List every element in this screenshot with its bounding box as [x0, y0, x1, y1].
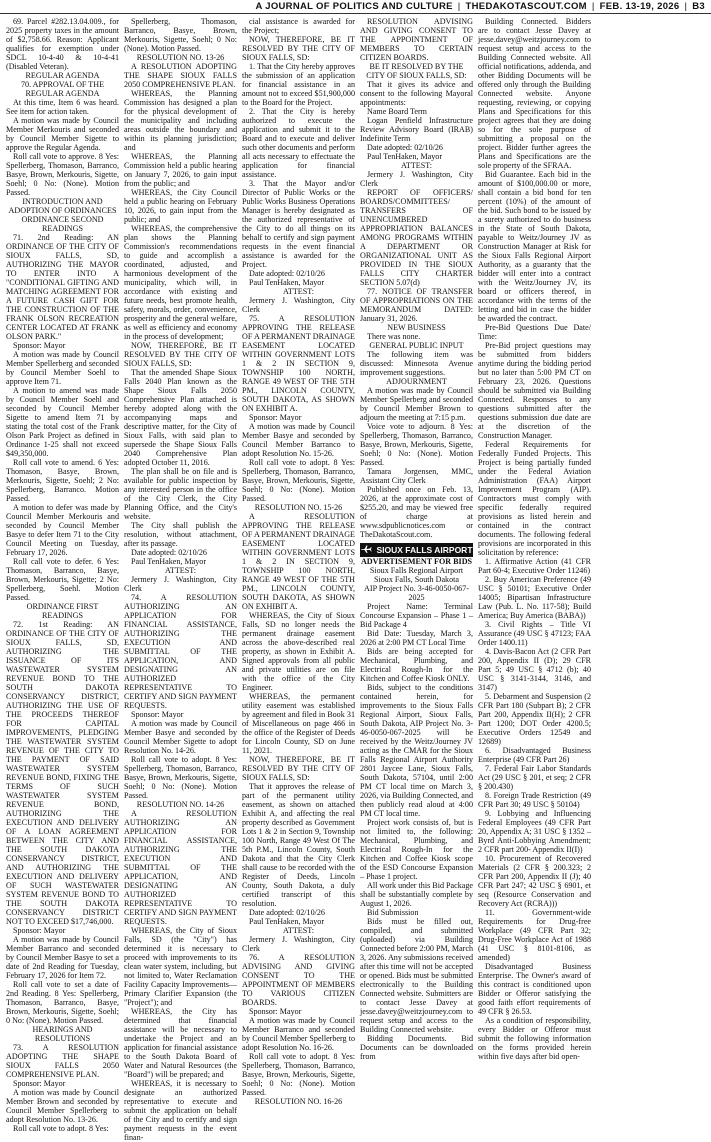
paragraph: Project Name: Terminal Concourse Expansion – Phase 1 – Bid Package 4 — [360, 602, 473, 629]
paragraph: 71. 2nd Reading: AN ORDINANCE OF THE CITY OF SIOUX FALLS, SD, AUTHORIZING THE MAYOR TO ENTER INTO A "CONDITIONAL GIFTING AND MATCHING AGREEMENT FOR A FUTURE CASH GIFT FOR THE CONSTRUCTION OF THE FRANK OLSON RECREATION CENTER LOCATED AT FRANK OLSON PARK." — [6, 233, 119, 341]
paragraph: Date adopted: 02/10/26 — [249, 908, 325, 917]
paragraph: A RESOLUTION AUTHORIZING AN APPLICATION FOR FINANCIAL ASSISTANCE, AUTHORIZING THE EXECUTION AND SUBMITTAL OF THE APPLICATION, AND DESIGNATING AN AUTHORIZED REPRESENTATIVE TO CERTIFY AND SIGN PAYMENT REQUESTS. — [124, 809, 237, 926]
paragraph: A motion was made by Council Member Barranco and seconded by Council Member Spellerberg to adopt Resolution No. 16-26. — [242, 1016, 355, 1052]
paragraph: Sponsor: Mayor — [13, 341, 66, 350]
paragraph: A motion was made by Council Member Barranco and seconded by Council Member Basye to set a date of 2nd Reading for Tuesday, February 17, 2026 for Item 72. — [6, 935, 119, 980]
paragraph: NOW, THEREFORE, BE IT RESOLVED BY THE CITY OF SIOUX FALLS, SD: — [124, 341, 237, 368]
paragraph: A motion was made by Council Member Spellerberg and seconded by Council Member Soehl to approve Item 71. — [6, 350, 119, 386]
paragraph: Pre-Bid project questions may be submitted from bidders anytime during the bidding period but no later than 5:00 PM CT on February 23, 2026. Questions should be submitted via Building Connected. Responses to any questions submitted after the questions submission due date are at the discretion of the Construction Manager. — [478, 341, 591, 440]
paragraph: REGULAR AGENDA — [25, 71, 100, 80]
column-1 — [6, 17, 119, 1133]
paragraph: A motion was made by Council Member Brown and seconded by Council Member Spellerberg to adopt Resolution No. 13-26. — [6, 1088, 119, 1124]
paragraph: All work under this Bid Package shall be substantially complete by August 1, 2026. — [360, 881, 473, 908]
paragraph: Project work consists of, but is not limited to, the following: Mechanical, Plumbing, and Electrical Rough-In for the Kitchen and Coffee Kiosk scope of the ESD Concourse Expansion – Phase 1 project. — [360, 818, 473, 881]
paragraph: Roll call vote to adopt. 8 Yes: Spellerberg, Thomason, Barranco, Basye, Brown, Merkouris, Sigette, Soehl; 0 No: (None). Motion Passed. — [242, 1052, 355, 1097]
paragraph: ADVERTISEMENT FOR BIDS — [360, 557, 473, 566]
paragraph: Sioux Falls, South Dakota — [374, 575, 459, 584]
paragraph: 69. Parcel #282.13.04.009., for 2025 property taxes in the amount of $2,758.66. Reason: Applicant qualifies for exemption under SDCL 10-4-40 & 10-4-41 (Disabled Veteran). — [6, 17, 119, 71]
paragraph: NOW, THEREFORE, BE IT RESOLVED BY THE CITY OF SIOUX FALLS, SD: — [242, 755, 355, 782]
paragraph: Federal Requirements for Federally Funded Projects. This Project is being partially funded under the Federal Aviation Administration (FAA) Airport Improvement Program (AIP). Contractors must comply with specific federally required provisions as listed herein and contained in the contract documents. The following federal provisions are incorporated in this solicitation by reference: — [478, 440, 591, 557]
paragraph: 5. Debarment and Suspension (2 CFR Part 180 (Subpart B); 2 CFR Part 200, Appendix II(H); 2 CFR Part 1200; DOT Order 4200.5; Executive Orders 12549 and 12689) — [478, 692, 591, 746]
paragraph: WHEREAS, the City Council held a public hearing on February 10, 2026, to gain input from the public; and — [124, 188, 237, 224]
column-3 — [242, 17, 355, 1106]
paragraph: GENERAL PUBLIC INPUT — [369, 341, 464, 350]
airport-banner-label: SIOUX FALLS AIRPORT — [376, 544, 473, 555]
paragraph: Pre-Bid Questions Due Date/ Time: — [478, 323, 591, 341]
paragraph: WHEREAS, it is necessary to designate an authorized representative to execute and submit the application on behalf of the City and to certify and sign payment requests in the event finan- — [124, 1079, 237, 1142]
paragraph: NOW, THEREFORE, BE IT RESOLVED BY THE CITY OF SIOUX FALLS, SD: — [242, 35, 355, 62]
paragraph: Tamara Jorgensen, MMC, Assistant City Clerk — [360, 467, 473, 485]
paragraph: At this time, Item 6 was heard. See item for action taken. — [6, 98, 119, 116]
column-4-text — [360, 17, 473, 539]
paragraph: Sponsor: Mayor — [13, 926, 66, 935]
paragraph: Sponsor: Mayor — [249, 1007, 302, 1016]
paragraph: WHEREAS, the City of Sioux Falls, SD no longer needs the permanent drainage easement across the above-described real property, as shown in Exhibit A. Signed approvals from all public and private utilities are on file with the office of the City Engineer. — [242, 611, 355, 692]
paragraph: A motion to amend was made by Council Member Soehl and seconded by Council Member Sigette to amend Item 71 by stating the total cost of the Frank Olson Park Project as defined in Ordinance 1-25 shall not exceed $49,350,000. — [6, 386, 119, 458]
paragraph: Bid Date: Tuesday, March 3, 2026 at 2:00 PM CT Local Time — [360, 629, 473, 647]
airplane-icon — [360, 544, 372, 556]
paragraph: ATTEST: — [282, 926, 315, 935]
paragraph: A motion was made by Council Member Basye and seconded by Council Member Barranco to adopt Resolution No. 15-26. — [242, 422, 355, 458]
paragraph: Bid Guarantee. Each bid in the amount of $100,000.00 or more, shall contain a bid bond for ten percent (10%) of the amount of the bid. Such bond to be issued by a surety authorized to do business in the State of South Dakota, payable to Weitz/Journey JV as Construction Manager at Risk for the Sioux Falls Regional Airport Authority, as a guaranty that the bidder will enter into a contract with the Weitz/Journey JV, its board or officers thereof, in accordance with the terms of the letting and bid in case the bidder be awarded the contract. — [478, 170, 591, 323]
paragraph: 2. That the City is hereby authorized to execute the application and submit it to the Board and to execute and deliver such other documents and perform all acts necessary to effectuate the application for financial assistance. — [242, 107, 355, 179]
paragraph: BE IT RESOLVED BY THE CITY OF SIOUX FALLS, SD: — [366, 62, 467, 80]
paragraph: Sponsor: Mayor — [131, 710, 184, 719]
paragraph: Sioux Falls Regional Airport — [369, 566, 464, 575]
paragraph: WHEREAS, the Planning Commission has designed a plan for the physical development of the municipality and including areas outside the boundary and within its planning jurisdiction; and — [124, 89, 237, 152]
paragraph: Jermery J. Washington, City Clerk — [242, 296, 355, 314]
paragraph: Disadvantaged Business Enterprise. The Owner's award of this contract is conditioned upon Bidder or Offeror satisfying the good faith effort requirements of 49 CFR § 26.53. — [478, 962, 591, 1016]
paragraph: As a condition of responsibility, every Bidder or Offeror must submit the following information on the forms provided herein within five days after bid open- — [478, 1016, 591, 1061]
header-section: A JOURNAL OF POLITICS AND CULTURE — [255, 1, 453, 12]
header-separator: | — [591, 1, 595, 12]
paragraph: NEW BUSINESS — [387, 323, 446, 332]
paragraph: A motion to defer was made by Council Member Merkouris and seconded by Council Member Basye to defer Item 71 to the City Council Meeting on Tuesday, February 17, 2026. — [6, 503, 119, 557]
paragraph: There was none. — [367, 332, 421, 341]
paragraph: WHEREAS, the permanent utility easement was established by agreement and filed in Book 31 of Miscellaneous on page 466 in the office of the Register of Deeds for Lincoln County, SD on June 11, 2021. — [242, 692, 355, 755]
paragraph: That the amended Shape Sioux Falls 2040 Plan known as the Shape Sioux Falls 2050 Comprehensive Plan attached is hereby adopted along with the accompanying maps and descriptive matter, for the City of Sioux Falls, with said plan to supersede the Shape Sioux Falls 2040 Comprehensive Plan adopted October 11, 2016. — [124, 368, 237, 467]
paragraph: ATTEST: — [164, 566, 197, 575]
paragraph: Date adopted: 02/10/26 — [367, 143, 443, 152]
paragraph: 73. A RESOLUTION ADOPTING THE SHAPE SIOUX FALLS 2050 COMPREHENSIVE PLAN. — [6, 1043, 119, 1079]
header-separator: | — [684, 1, 688, 12]
paragraph: Bidding Documents. Bid Documents can be downloaded from — [360, 1034, 473, 1061]
paragraph: RESOLUTION NO. 16-26 — [254, 1097, 343, 1106]
paragraph: WHEREAS, the City of Sioux Falls, SD (the "City") has determined it is necessary to proceed with improvements to its clean water system, including, but not limited to, Water Reclamation Facility Capacity Improvements—Primary Clarifier Expansion (the "Project"); and — [124, 926, 237, 1007]
paragraph: WHEREAS, the Planning Commission held a public hearing on January 7, 2026, to gain input from the public; and — [124, 152, 237, 188]
paragraph: 4. Davis-Bacon Act (2 CFR Part 200, Appendix II (D); 29 CFR Part 5; 49 USC § 4712 (b); 40 USC § 3141-3144, 3146, and 3147) — [478, 647, 591, 692]
header-separator: | — [457, 1, 461, 12]
paragraph: ATTEST: — [282, 287, 315, 296]
paragraph: Bids, subject to the conditions contained herein, for improvements to the Sioux Falls Regional Airport, Sioux Falls, South Dakota, AIP Project No. 3-46-0050-067-2025 will be received by the Weitz/Journey JV acting as the CMAR for the Sioux Falls Regional Airport Authority 2801 Jaycee Lane, Sioux Falls, South Dakota, 57104, until 2:00 PM CT local time on March 3, 2026, via Building Connected, and then publicly read aloud at 4:00 PM CT local time. — [360, 683, 473, 818]
paragraph: The following item was discussed: Minnesota Avenue improvement suggestions. — [360, 350, 473, 377]
paragraph: Roll call vote to amend. 6 Yes: Thomason, Basye, Brown, Merkouris, Sigette, Soehl; 2 No: Spellerberg, Barranco. Motion Passed. — [6, 458, 119, 503]
paragraph: Paul TenHaken, Mayor — [131, 557, 207, 566]
paragraph: Date adopted: 02/10/26 — [131, 548, 207, 557]
paragraph: INTRODUCTION AND ADOPTION OF ORDINANCES — [8, 197, 117, 215]
paragraph: 9. Lobbying and Influencing Federal Employees (49 CFR Part 20, Appendix A; 31 USC § 1352 – Byrd Anti-Lobbying Amendment; 2 CFR part 200- Appendix II(I)) — [478, 809, 591, 854]
paragraph: Date adopted: 02/10/26 — [249, 269, 325, 278]
paragraph: Building Connected. Bidders are to contact Jesse Davey at jesse.davey@weitzjourney.com to request setup and access to the Building Connected website. All official notifications, addenda, and other Bidding Documents will be offered only through the Building Connected website. Anyone requesting, reviewing, or copying Plans and Specifications for this project agrees that they are doing so for the sole purpose of submitting a proposal on the project. Bidder further agrees the Plans and Specifications are the sole property of the SFRAA. — [478, 17, 591, 170]
paragraph: 11. Government-wide Requirements for Drug-free Workplace (49 CFR Part 32; Drug-Free Workplace Act of 1988 (41 USC § 8101-8106, as amended) — [478, 908, 591, 962]
paragraph: RESOLUTION NO. 14-26 — [136, 800, 225, 809]
paragraph: ADJOURNMENT — [386, 377, 447, 386]
paragraph: HEARINGS AND RESOLUTIONS — [32, 1025, 93, 1043]
airport-banner — [360, 543, 473, 557]
paragraph: Bids are being accepted for Mechanical, Plumbing, and Electrical Rough-In for the Kitchen and Coffee Kiosk ONLY. — [360, 647, 473, 683]
article-columns — [6, 17, 706, 1142]
paragraph: A motion was made by Council Member Merkouris and seconded by Council Member Sigette to approve the Regular Agenda. — [6, 116, 119, 152]
paragraph: Jermery J. Washington, City Clerk — [242, 935, 355, 953]
paragraph: Name Board Term — [367, 107, 427, 116]
column-6 — [478, 17, 591, 1077]
paragraph: Roll call vote to adopt. 8 Yes: — [13, 1124, 109, 1133]
paragraph: 72. 1st Reading: AN ORDINANCE OF THE CITY OF SIOUX FALLS, SD, AUTHORIZING THE ISSUANCE OF ITS WASTEWATER SYSTEM REVENUE BOND TO THE SOUTH DAKOTA CONSERVANCY DISTRICT, AUTHORIZING THE USE OF THE PROCEEDS THEREOF FOR CAPITAL IMPROVEMENTS, PLEDGING THE WASTEWATER SYSTEM REVENUE OF THE CITY TO THE PAYMENT OF SAID WASTEWATER SYSTEM REVENUE BOND, FIXING THE TERMS OF SUCH WASTEWATER SYSTEM REVENUE BOND, AUTHORIZING THE EXECUTION AND DELIVERY OF A LOAN AGREEMENT BETWEEN THE CITY AND THE SOUTH DAKOTA CONSERVANCY DISTRICT, AND AUTHORIZING THE EXECUTION AND DELIVERY OF SUCH WASTEWATER SYSTEM REVENUE BOND TO THE SOUTH DAKOTA CONSERVANCY DISTRICT NOT TO EXCEED $17,746,000. — [6, 620, 119, 926]
paragraph: Jermery J. Washington, City Clerk — [360, 170, 473, 188]
paragraph: A motion was made by Council Member Spellerberg and seconded by Council Member Brown to adjourn the meeting at 7:15 p.m. — [360, 386, 473, 422]
paragraph: ORDINANCE SECOND READINGS — [21, 215, 104, 233]
paragraph: 1. Affirmative Action (41 CFR Part 60-4; Executive Order 11246) — [478, 557, 591, 575]
paragraph: Spellerberg, Thomason, Barranco, Basye, Brown, Merkouris, Sigette, Soehl; 0 No: (None). Motion Passed. — [124, 17, 237, 53]
paragraph: Roll call vote to set a date of 2nd Reading. 8 Yes: Spellerberg, Thomason, Barranco, Basye, Brown, Merkouris, Sigette, Soehl; 0 No: (None). Motion Passed. — [6, 980, 119, 1025]
paragraph: The plan shall be on file and is available for public inspection by any interested person in the office of the City Clerk, the City Planning Office, and the City's website. — [124, 467, 237, 521]
paragraph: 76. A RESOLUTION ADVISING AND GIVING CONSENT TO THE APPOINTMENT OF MEMBERS TO VARIOUS CITIZEN BOARDS. — [242, 953, 355, 1007]
paragraph: Roll call vote to adopt. 8 Yes: Spellerberg, Thomason, Barranco, Basye, Brown, Merkouris, Sigette, Soehl; 0 No: (None). Motion Passed. — [242, 458, 355, 503]
column-2 — [124, 17, 237, 1142]
paragraph: AIP Project No. 3-46-0050-067-2025 — [364, 584, 469, 602]
paragraph: That it approves the release of part of the permanent utility easement, as shown on attached Exhibit A, and affecting the real property described as Government Lots 1 & 2 in Section 9, Township 100 North, Range 49 West Of The 5th P.M., Lincoln County, South Dakota and that the City Clerk shall cause to be recorded with the Register of Deeds, Lincoln County, South Dakota, a duly certified transcript of this resolution. — [242, 782, 355, 908]
paragraph: 3. That the Mayor and/or Director of Public Works or the Public Works Business Operations Manager is hereby designated as the authorized representative of the City to do all things on its behalf to certify and sign payment requests in the event financial assistance is awarded for the Project. — [242, 179, 355, 269]
paragraph: REPORT OF OFFICERS/ BOARDS/COMMITTEES/ TRANSFERS OF UNENCUMBERED APPROPRIATION BALANCES AMONG PROGRAMS WITHIN A DEPARTMENT OR ORGANIZATIONAL UNIT AS PROVIDED IN THE SIOUX FALLS CITY CHARTER SECTION 5.07(d) — [360, 188, 473, 287]
paragraph: Roll call vote to adopt. 8 Yes: Spellerberg, Thomason, Barranco, Basye, Brown, Merkouris, Sigette, Soehl; 0 No: (None). Motion Passed. — [124, 755, 237, 800]
paragraph: A RESOLUTION ADOPTING THE SHAPE SIOUX FALLS 2050 COMPREHENSIVE PLAN. — [124, 62, 237, 89]
paragraph: Roll call vote to defer. 6 Yes: Thomason, Barranco, Basye, Brown, Merkouris, Sigette; 2 No: Spellerberg, Soehl. Motion Passed. — [6, 557, 119, 602]
paragraph: 6. Disadvantaged Business Enterprise (49 CFR Part 26) — [478, 746, 591, 764]
paragraph: Sponsor: Mayor — [249, 413, 302, 422]
paragraph: The City shall publish the resolution, without attachment, after its passage. — [124, 521, 237, 548]
paragraph: 2. Buy American Preference (49 USC § 50101; Executive Order 14005; Bipartisan Infrastructure Law (Pub. L. No. 117-58); Build America; Buy America (BABA)) — [478, 575, 591, 620]
paragraph: 3. Civil Rights – Title VI Assurance (49 USC § 47123; FAA Order 1400.11) — [478, 620, 591, 647]
paragraph: 74. A RESOLUTION AUTHORIZING AN APPLICATION FOR FINANCIAL ASSISTANCE, AUTHORIZING THE EXECUTION AND SUBMITTAL OF THE APPLICATION, AND DESIGNATING AN AUTHORIZED REPRESENTATIVE TO CERTIFY AND SIGN PAYMENT REQUESTS. — [124, 593, 237, 710]
paragraph: 77. NOTICE OF TRANSFER OF APPROPRIATIONS ON THE MEMORANDUM DATED: January 31, 2026. — [360, 287, 473, 323]
paragraph: ATTEST: — [400, 161, 433, 170]
paragraph: WHEREAS, the comprehensive plan shows the Planning Commission's recommendations to guide and accomplish a coordinated, adjusted, and harmonious development of the municipality, which will, in accordance with existing and future needs, best promote health, safety, morals, order, convenience, prosperity and the general welfare, as well as efficiency and economy in the process of development; — [124, 224, 237, 341]
paragraph: 7. Federal Fair Labor Standards Act (29 USC § 201, et seq; 2 CFR § 200.430) — [478, 764, 591, 791]
paragraph: Roll call vote to approve. 8 Yes: Spellerberg, Thomason, Barranco, Basye, Brown, Merkouris, Sigette, Soehl; 0 No: (None). Motion Passed. — [6, 152, 119, 197]
paragraph: Paul TenHaken, Mayor — [249, 278, 325, 287]
paragraph: Bids must be filled out, compiled, and submitted (uploaded) via Building Connected before 2:00 PM, March 3, 2026. Any submissions received after this time will not be accepted or opened. Bids must be submitted electronically to the Building Connected website. Submitters are to contact Jesse Davey at jesse.davey@weitzjourney.com to request setup and access to the Building Connected website. — [360, 917, 473, 1034]
paragraph: Paul TenHaken, Mayor — [249, 917, 325, 926]
paragraph: A RESOLUTION APPROVING THE RELEASE OF A PERMANENT DRAINAGE EASEMENT LOCATED WITHIN GOVERNMENT LOTS 1 & 2 IN SECTION 9, TOWNSHIP 100 NORTH, RANGE 49 WEST OF THE 5TH PM., LINCOLN COUNTY, SOUTH DAKOTA, AS SHOWN ON EXHIBIT A. — [242, 512, 355, 611]
paragraph: A motion was made by Council Member Basye and seconded by Council Member Sigette to adopt Resolution No. 14-26. — [124, 719, 237, 755]
paragraph: Bid Submission — [367, 908, 419, 917]
advertisement-text — [360, 557, 473, 1061]
column-4 — [360, 17, 473, 1077]
paragraph: 8. Foreign Trade Restriction (49 CFR Part 30; 49 USC § 50104) — [478, 791, 591, 809]
paragraph: Logan Penfield Infrastructure Review Advisory Board (IRAB) Indefinite Term — [360, 116, 473, 143]
header-date: FEB. 13-19, 2026 — [599, 1, 680, 12]
header-page-number: B3 — [692, 1, 705, 12]
paragraph: That it gives its advice and consent to the following Mayoral appointments: — [360, 80, 473, 107]
paragraph: RESOLUTION ADVISING AND GIVING CONSENT TO THE APPOINTMENT OF MEMBERS TO CERTAIN CITIZEN BOARDS. — [360, 17, 473, 62]
paragraph: 70. APPROVAL OF THE REGULAR AGENDA — [20, 80, 105, 98]
paragraph: 10. Procurement of Recovered Materials (2 CFR § 200.323; 2 CFR Part 200, Appendix II (J); 40 CFR Part 247; 42 USC § 6901, et seq (Resource Conservation and Recovery Act (RCRA))) — [478, 854, 591, 908]
paragraph: WHEREAS, the City has determined that financial assistance will be necessary to undertake the Project and an application for financial assistance to the South Dakota Board of Water and Natural Resources (the "Board") will be prepared; and — [124, 1007, 237, 1079]
header-site: THEDAKOTASCOUT.COM — [465, 1, 587, 12]
paragraph: ORDINANCE FIRST READINGS — [26, 602, 99, 620]
paragraph: 1. That the City hereby approves the submission of an application for financial assistance in an amount not to exceed $51,900,000 to the Board for the Project. — [242, 62, 355, 107]
paragraph: RESOLUTION NO. 13-26 — [136, 53, 225, 62]
paragraph: 75. A RESOLUTION APPROVING THE RELEASE OF A PERMANENT DRAINAGE EASEMENT LOCATED WITHIN GOVERNMENT LOTS 1 & 2 IN SECTION 9, TOWNSHIP 100 NORTH, RANGE 49 WEST OF THE 5TH PM., LINCOLN COUNTY, SOUTH DAKOTA, AS SHOWN ON EXHIBIT A. — [242, 314, 355, 413]
paragraph: Sponsor: Mayor — [13, 1079, 66, 1088]
paragraph: cial assistance is awarded for the Project; — [242, 17, 355, 35]
paragraph: RESOLUTION NO. 15-26 — [254, 503, 343, 512]
airport-advertisement — [360, 543, 473, 1061]
paragraph: Published once on Feb. 13, 2026, at the approximate cost of $255.20, and may be viewed free of charge at www.sdpublicnotices.com or TheDakotaScout.com. — [360, 485, 473, 539]
paragraph: Voice vote to adjourn. 8 Yes: Spellerberg, Thomason, Barranco, Basye, Brown, Merkouris, Sigette, Soehl; 0 No: (None). Motion Passed. — [360, 422, 473, 467]
paragraph: Jermery J. Washington, City Clerk — [124, 575, 237, 593]
page-header — [0, 0, 711, 14]
paragraph: Paul TenHaken, Mayor — [367, 152, 443, 161]
